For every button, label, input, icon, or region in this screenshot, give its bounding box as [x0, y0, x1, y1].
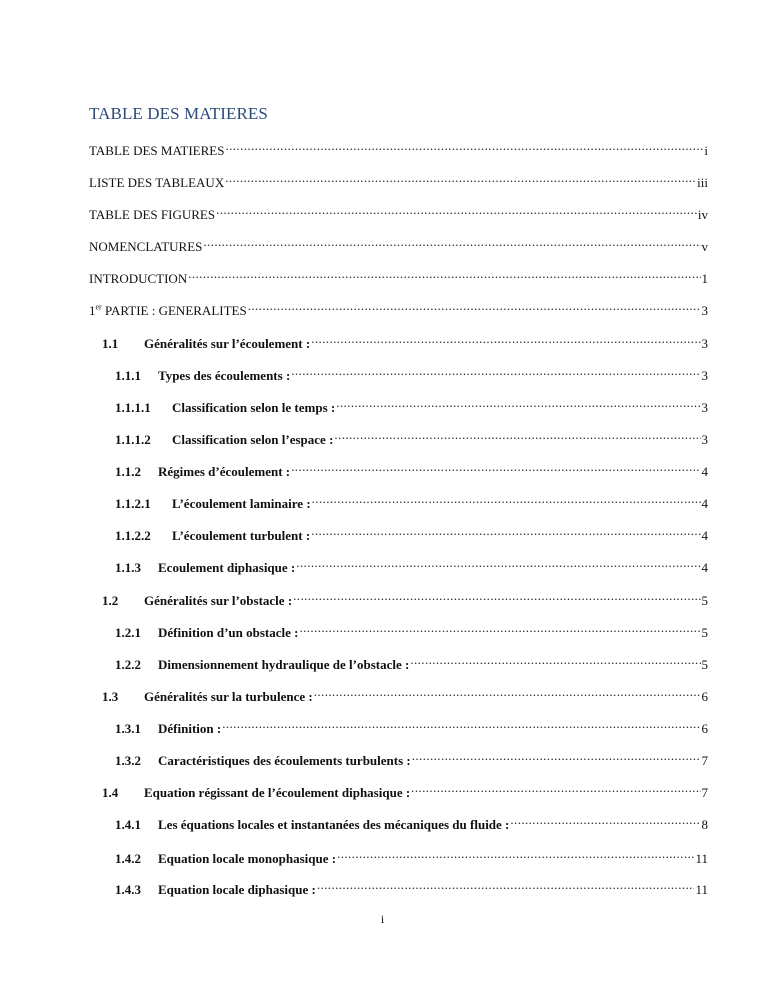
- section-number: 1.1.3: [115, 560, 141, 575]
- section-number: 1.1.1.2: [115, 432, 151, 447]
- section-number: 1.3: [102, 689, 119, 704]
- toc-leader-dots: [222, 715, 700, 733]
- toc-leader-dots: [225, 137, 703, 155]
- toc-entry-page: 4: [701, 464, 708, 479]
- toc-entry-label: Régimes d’écoulement :: [158, 464, 291, 479]
- toc-leader-dots: [317, 876, 695, 894]
- part-ordinal-suffix: er: [95, 302, 102, 312]
- toc-entry-page: 6: [701, 689, 708, 704]
- toc-entry-label: Equation régissant de l’écoulement diphasique :: [144, 785, 411, 800]
- toc-entry-page: 3: [701, 336, 708, 351]
- toc-leader-dots: [510, 811, 700, 829]
- toc-entry-page: 8: [701, 817, 708, 832]
- toc-entry-label: Classification selon l’espace :: [172, 432, 334, 447]
- section-number: 1.4: [102, 785, 119, 800]
- toc-leader-dots: [291, 458, 700, 476]
- toc-entry-nomenclatures[interactable]: [89, 233, 708, 254]
- toc-entry-label: Equation locale diphasique :: [158, 882, 316, 897]
- toc-entry-table-des-figures[interactable]: [89, 201, 708, 222]
- toc-entry-label: Caractéristiques des écoulements turbulents :: [158, 753, 411, 768]
- toc-entry-table-des-matieres[interactable]: [89, 137, 708, 158]
- section-number: 1.4.2: [115, 851, 141, 866]
- toc-entry-page: 7: [701, 785, 708, 800]
- toc-entry-page: 5: [701, 593, 708, 608]
- toc-leader-dots: [293, 587, 700, 605]
- section-number: 1.4.3: [115, 882, 141, 897]
- toc-entry-label: INTRODUCTION: [89, 271, 188, 286]
- toc-entry-label: LISTE DES TABLEAUX: [89, 175, 225, 190]
- toc-leader-dots: [314, 683, 701, 701]
- section-number: 1.1: [102, 336, 119, 351]
- toc-entry-label: Généralités sur l’obstacle :: [144, 593, 293, 608]
- toc-entry-label: Equation locale monophasique :: [158, 851, 337, 866]
- toc-entry-1-3-1[interactable]: [115, 715, 708, 736]
- toc-entry-liste-des-tableaux[interactable]: [89, 169, 708, 190]
- toc-entry-page: 4: [701, 496, 708, 511]
- toc-entry-label: Définition d’un obstacle :: [158, 625, 299, 640]
- section-number: 1.4.1: [115, 817, 141, 832]
- toc-entry-page: 4: [701, 528, 708, 543]
- toc-entry-1-1-1[interactable]: [115, 362, 708, 383]
- toc-entry-introduction[interactable]: [89, 265, 708, 286]
- toc-entry-1-1-1-1[interactable]: [115, 394, 708, 415]
- toc-leader-dots: [311, 330, 700, 348]
- section-number: 1.1.2.2: [115, 528, 151, 543]
- toc-entry-1-1-2[interactable]: [115, 458, 708, 479]
- toc-entry-1-4-3[interactable]: [115, 876, 708, 897]
- toc-leader-dots: [299, 619, 700, 637]
- toc-leader-dots: [334, 426, 700, 444]
- toc-entry-label: NOMENCLATURES: [89, 239, 203, 254]
- toc-entry-page: v: [701, 239, 708, 254]
- toc-entry-page: 11: [695, 851, 708, 866]
- toc-leader-dots: [203, 233, 700, 251]
- toc-leader-dots: [188, 265, 700, 283]
- part-number: 1: [89, 303, 96, 318]
- toc-entry-label: Définition :: [158, 721, 222, 736]
- toc-entry-label: Généralités sur l’écoulement :: [144, 336, 311, 351]
- toc-leader-dots: [411, 779, 700, 797]
- toc-entry-page: iii: [697, 175, 708, 190]
- toc-entry-1-1-2-2[interactable]: [115, 522, 708, 543]
- toc-entry-label: Types des écoulements :: [158, 368, 291, 383]
- toc-entry-1-1[interactable]: [102, 330, 708, 351]
- toc-leader-dots: [337, 845, 694, 863]
- toc-entry-label: L’écoulement turbulent :: [172, 528, 311, 543]
- toc-entry-1-4-2[interactable]: [115, 845, 708, 866]
- toc-entry-label: TABLE DES FIGURES: [89, 207, 216, 222]
- toc-entry-page: 5: [701, 657, 708, 672]
- section-number: 1.1.2: [115, 464, 141, 479]
- toc-entry-page: 7: [701, 753, 708, 768]
- toc-entry-1-3[interactable]: [102, 683, 708, 704]
- toc-entry-label: TABLE DES MATIERES: [89, 143, 225, 158]
- toc-leader-dots: [216, 201, 697, 219]
- toc-entry-partie-generalites[interactable]: [89, 297, 708, 318]
- toc-entry-page: 3: [701, 400, 708, 415]
- section-number: 1.2.1: [115, 625, 141, 640]
- toc-entry-page: 5: [701, 625, 708, 640]
- toc-entry-1-4-1[interactable]: [115, 811, 708, 832]
- toc-entry-page: 3: [701, 303, 708, 318]
- section-number: 1.3.1: [115, 721, 141, 736]
- toc-leader-dots: [312, 490, 701, 508]
- toc-entry-page: 1: [701, 271, 708, 286]
- toc-entry-1-1-1-2[interactable]: [115, 426, 708, 447]
- section-number: 1.1.1: [115, 368, 141, 383]
- toc-entry-page: i: [704, 143, 708, 158]
- toc-heading: TABLE DES MATIERES: [89, 104, 268, 123]
- toc-entry-page: 4: [701, 560, 708, 575]
- toc-entry-1-2-1[interactable]: [115, 619, 708, 640]
- toc-leader-dots: [410, 651, 700, 669]
- toc-entry-page: 3: [701, 368, 708, 383]
- section-number: 1.2: [102, 593, 119, 608]
- toc-entry-page: 6: [701, 721, 708, 736]
- toc-entry-label: [89, 302, 247, 320]
- toc-entry-page: iv: [697, 207, 708, 222]
- toc-entry-1-4[interactable]: [102, 779, 708, 800]
- section-number: 1.1.1.1: [115, 400, 151, 415]
- toc-entry-1-1-3[interactable]: [115, 554, 708, 575]
- section-number: 1.1.2.1: [115, 496, 151, 511]
- toc-leader-dots: [311, 522, 700, 540]
- toc-entry-1-1-2-1[interactable]: [115, 490, 708, 511]
- section-number: 1.2.2: [115, 657, 141, 672]
- toc-entry-label: Ecoulement diphasique :: [158, 560, 296, 575]
- toc-leader-dots: [336, 394, 700, 412]
- toc-entry-page: 11: [695, 882, 708, 897]
- toc-leader-dots: [291, 362, 700, 380]
- page-number-footer: i: [380, 912, 385, 926]
- toc-leader-dots: [296, 554, 700, 572]
- toc-entry-label: Les équations locales et instantanées des mécaniques du fluide :: [158, 817, 510, 832]
- section-number: 1.3.2: [115, 753, 141, 768]
- toc-leader-dots: [225, 169, 696, 187]
- toc-entry-label: L’écoulement laminaire :: [172, 496, 311, 511]
- toc-entry-1-2-2[interactable]: [115, 651, 708, 672]
- toc-entry-label: Dimensionnement hydraulique de l’obstacle :: [158, 657, 410, 672]
- toc-entry-page: 3: [701, 432, 708, 447]
- part-title: PARTIE : GENERALITES: [101, 303, 247, 318]
- toc-entry-1-2[interactable]: [102, 587, 708, 608]
- toc-entry-label: Généralités sur la turbulence :: [144, 689, 313, 704]
- toc-leader-dots: [412, 747, 701, 765]
- toc-entry-label: Classification selon le temps :: [172, 400, 336, 415]
- toc-entry-1-3-2[interactable]: [115, 747, 708, 768]
- toc-leader-dots: [248, 297, 701, 315]
